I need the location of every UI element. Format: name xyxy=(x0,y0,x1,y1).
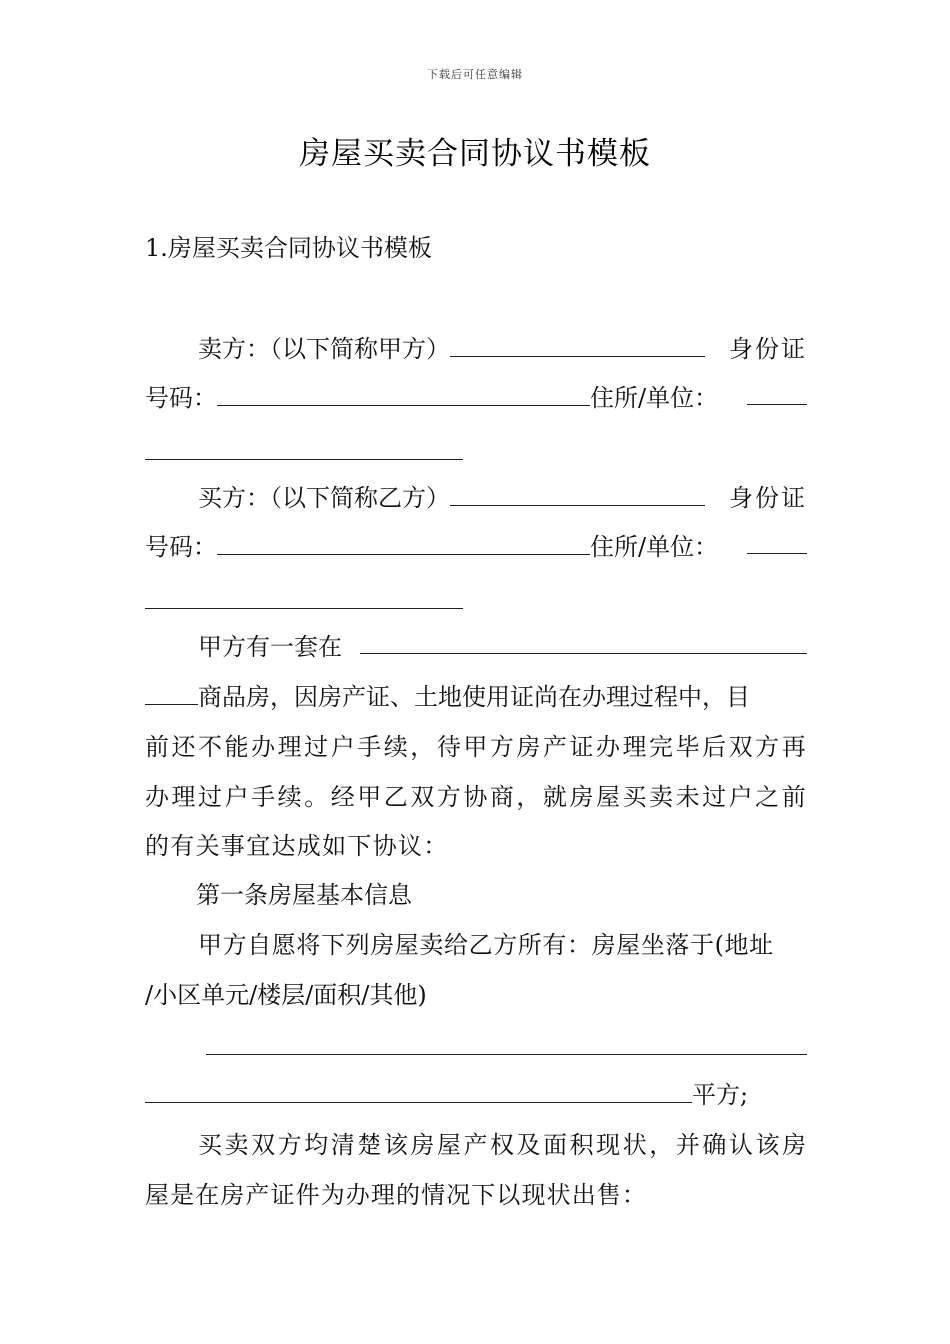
preamble-line-2 xyxy=(145,681,807,713)
preamble-text-2: 商品房，因房产证、土地使用证尚在办理过程中，目 xyxy=(198,683,750,711)
seller-line xyxy=(198,333,807,365)
buyer-address-label: 住所/单位： xyxy=(590,533,719,561)
property-location-continuation-blank[interactable] xyxy=(145,682,198,705)
article-1-line-3: 买卖双方均清楚该房屋产权及面积现状，并确认该房 xyxy=(198,1131,807,1159)
buyer-id-label-head: 号码： xyxy=(145,533,217,561)
preamble-text-1: 甲方有一套在 xyxy=(198,633,342,661)
preamble-line-3: 前还不能办理过户手续，待甲方房产证办理完毕后双方再 xyxy=(145,733,807,761)
header-note: 下载后可任意编辑 xyxy=(427,68,523,81)
article-1-line-1: 甲方自愿将下列房屋卖给乙方所有：房屋坐落于(地址 xyxy=(198,931,774,959)
article-1-area-line xyxy=(145,1079,807,1111)
preamble-line-1 xyxy=(198,631,807,663)
article-1-line-2: /小区单元/楼层/面积/其他) xyxy=(145,981,427,1009)
document-title: 房屋买卖合同协议书模板 xyxy=(299,136,651,172)
buyer-address-continuation-blank[interactable] xyxy=(145,608,463,609)
seller-id-blank[interactable] xyxy=(217,383,590,406)
seller-label: 卖方：（以下简称甲方） xyxy=(198,335,450,363)
seller-address-blank[interactable] xyxy=(747,382,807,405)
seller-id-label-tail: 身份证 xyxy=(729,335,807,363)
property-location-blank[interactable] xyxy=(360,631,807,654)
buyer-id-label-tail: 身份证 xyxy=(729,484,807,512)
buyer-id-line xyxy=(145,531,807,563)
seller-name-blank[interactable] xyxy=(450,334,705,357)
buyer-name-blank[interactable] xyxy=(450,483,705,506)
preamble-line-5: 的有关事宜达成如下协议： xyxy=(145,832,449,860)
buyer-address-blank[interactable] xyxy=(747,531,807,554)
seller-id-label-head: 号码： xyxy=(145,384,217,412)
preamble-line-4: 办理过户手续。经甲乙双方协商，就房屋买卖未过户之前 xyxy=(145,783,807,811)
seller-id-line xyxy=(145,382,807,414)
article-1-heading: 第一条房屋基本信息 xyxy=(196,881,412,909)
seller-address-label: 住所/单位： xyxy=(590,384,719,412)
buyer-id-blank[interactable] xyxy=(217,532,590,555)
buyer-label: 买方：（以下简称乙方） xyxy=(198,484,450,512)
area-unit-label: 平方; xyxy=(692,1081,749,1109)
buyer-line xyxy=(198,482,807,514)
seller-address-continuation-blank[interactable] xyxy=(145,459,463,460)
property-address-blank[interactable] xyxy=(206,1054,807,1055)
article-1-line-4: 屋是在房产证件为办理的情况下以现状出售： xyxy=(145,1181,647,1209)
property-area-blank[interactable] xyxy=(145,1080,692,1103)
section-heading: 1.房屋买卖合同协议书模板 xyxy=(145,234,432,262)
